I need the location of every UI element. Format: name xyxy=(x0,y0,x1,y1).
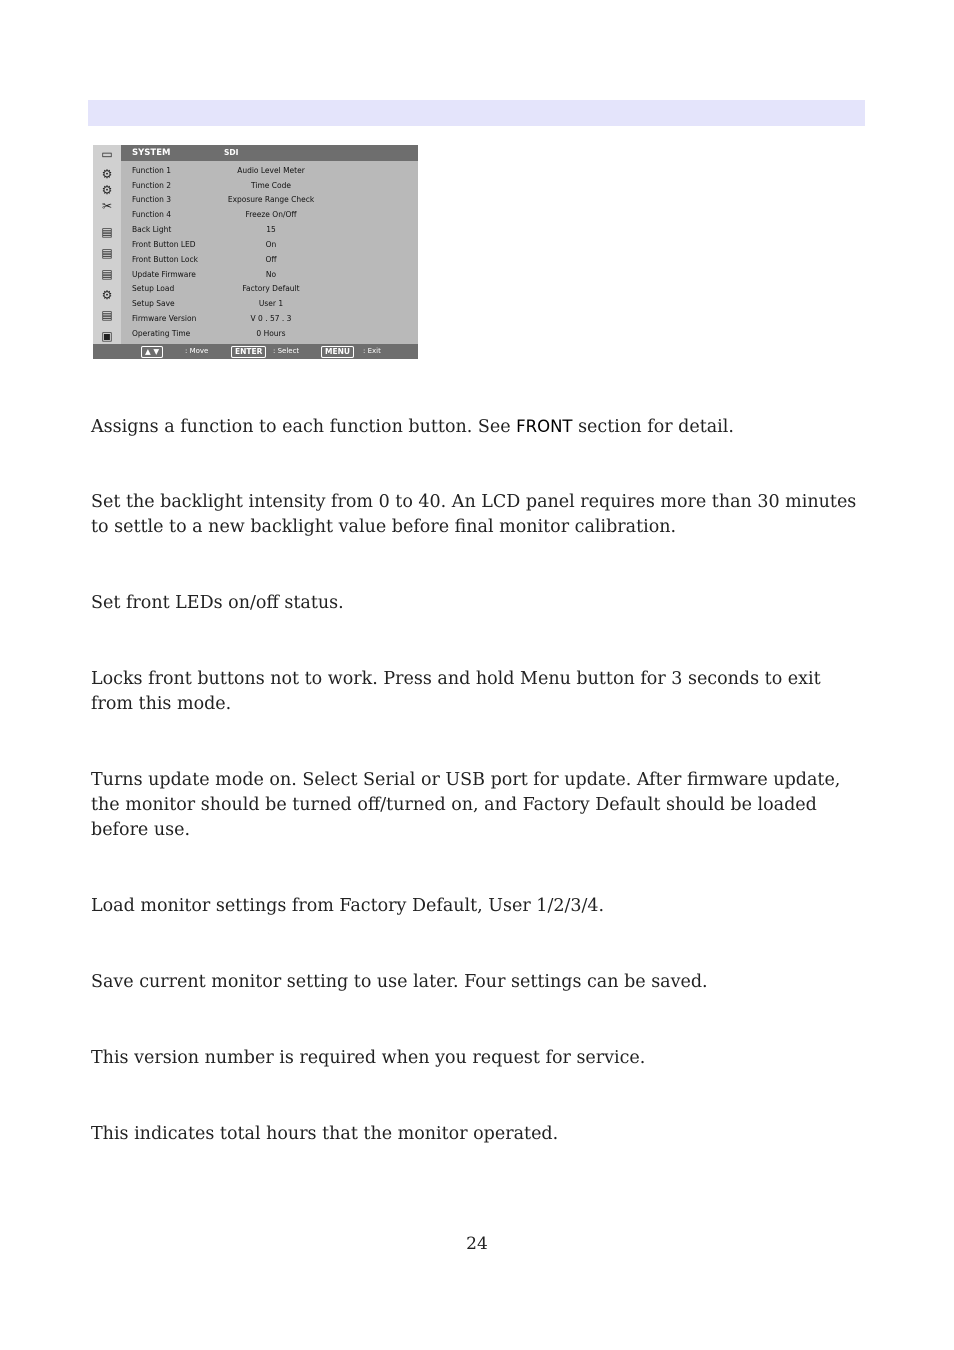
paragraph-text: Assigns a function to each function button. See xyxy=(91,417,517,437)
paragraph-firmware-version: This version number is required when you request for service. xyxy=(91,1048,646,1068)
enter-key-hint: ENTER xyxy=(231,346,266,358)
front-section-link[interactable]: FRONT xyxy=(516,417,573,436)
osd-row-setup-load[interactable] xyxy=(121,282,418,296)
osd-row-value: 15 xyxy=(266,225,276,234)
osd-row-label: Function 2 xyxy=(132,181,172,190)
osd-row-label: Function 3 xyxy=(132,195,172,204)
osd-row-value: Exposure Range Check xyxy=(227,195,315,204)
osd-icon-column xyxy=(93,145,121,359)
osd-row-label: Function 1 xyxy=(132,166,172,175)
exit-hint-label: : Exit xyxy=(363,347,381,355)
gear-icon: ⚙ xyxy=(101,287,113,302)
paragraph-setup-save: Save current monitor setting to use later. Four settings can be saved. xyxy=(91,972,708,992)
paragraph-operating-time: This indicates total hours that the monitor operated. xyxy=(91,1124,559,1144)
osd-row-back-light[interactable] xyxy=(121,223,418,237)
display-icon: ▤ xyxy=(101,266,113,281)
osd-system-menu xyxy=(93,145,418,359)
paragraph-front-led: Set front LEDs on/off status. xyxy=(91,593,344,613)
paragraph-back-light: Set the backlight intensity from 0 to 40. An LCD panel requires more than 30 minutes to settle to a new backlight value before final monitor calibration. xyxy=(91,492,857,537)
display-icon: ▤ xyxy=(101,224,113,239)
move-key-hint: ▲ ▼ xyxy=(141,346,163,358)
osd-row-value: Time Code xyxy=(251,181,291,190)
osd-row-label: Update Firmware xyxy=(132,270,196,279)
tools-icon: ✂ xyxy=(101,198,113,213)
osd-row-value: No xyxy=(265,270,277,279)
osd-row-value: 0 Hours xyxy=(256,329,286,338)
select-hint-label: : Select xyxy=(273,347,300,355)
osd-row-front-button-lock[interactable] xyxy=(121,253,418,267)
paragraph-function xyxy=(91,414,861,440)
osd-row-function-4[interactable] xyxy=(121,208,418,222)
display-icon: ▤ xyxy=(101,245,113,260)
osd-row-value: User 1 xyxy=(258,299,284,308)
gear-icon: ⚙ xyxy=(101,182,113,197)
osd-row-value: V 0 . 57 . 3 xyxy=(250,314,292,323)
osd-row-function-3[interactable] xyxy=(121,193,418,207)
paragraph-front-lock: Locks front buttons not to work. Press and hold Menu button for 3 seconds to exit from this mode. xyxy=(91,669,821,714)
osd-row-setup-save[interactable] xyxy=(121,297,418,311)
osd-row-label: Setup Save xyxy=(132,299,175,308)
osd-row-value: On xyxy=(265,240,277,249)
osd-footer xyxy=(93,344,418,359)
osd-row-value: Audio Level Meter xyxy=(237,166,305,175)
gear-icon: ⚙ xyxy=(101,166,113,181)
osd-row-label: Operating Time xyxy=(132,329,191,338)
display-icon: ▤ xyxy=(101,307,113,322)
osd-row-label: Back Light xyxy=(132,225,172,234)
osd-menu-title: SYSTEM xyxy=(132,148,171,158)
osd-row-label: Firmware Version xyxy=(132,314,197,323)
osd-header xyxy=(121,145,418,161)
osd-row-front-button-led[interactable] xyxy=(121,238,418,252)
page-number: 24 xyxy=(466,1234,488,1254)
osd-row-value: Factory Default xyxy=(242,284,300,293)
osd-row-firmware-version[interactable] xyxy=(121,312,418,326)
osd-row-value: Off xyxy=(265,255,277,264)
osd-row-label: Front Button Lock xyxy=(132,255,198,264)
osd-row-function-1[interactable] xyxy=(121,164,418,178)
osd-row-function-2[interactable] xyxy=(121,179,418,193)
menu-key-hint: MENU xyxy=(321,346,354,358)
picture-icon: ▭ xyxy=(101,146,113,161)
osd-row-update-firmware[interactable] xyxy=(121,268,418,282)
paragraph-setup-load: Load monitor settings from Factory Default, User 1/2/3/4. xyxy=(91,896,605,916)
paragraph-update-firmware: Turns update mode on. Select Serial or USB port for update. After firmware update, the monitor should be turned off/turned on, and Factory Default should be loaded before use. xyxy=(91,770,841,840)
osd-row-label: Function 4 xyxy=(132,210,172,219)
osd-row-label: Setup Load xyxy=(132,284,175,293)
osd-input-source: SDI xyxy=(224,148,239,157)
move-hint-label: : Move xyxy=(185,347,209,355)
osd-row-label: Front Button LED xyxy=(132,240,196,249)
system-icon: ▣ xyxy=(101,328,113,343)
osd-row-operating-time[interactable] xyxy=(121,327,418,341)
paragraph-text: section for detail. xyxy=(572,417,734,437)
section-header-bar xyxy=(88,100,865,126)
osd-row-value: Freeze On/Off xyxy=(245,210,297,219)
